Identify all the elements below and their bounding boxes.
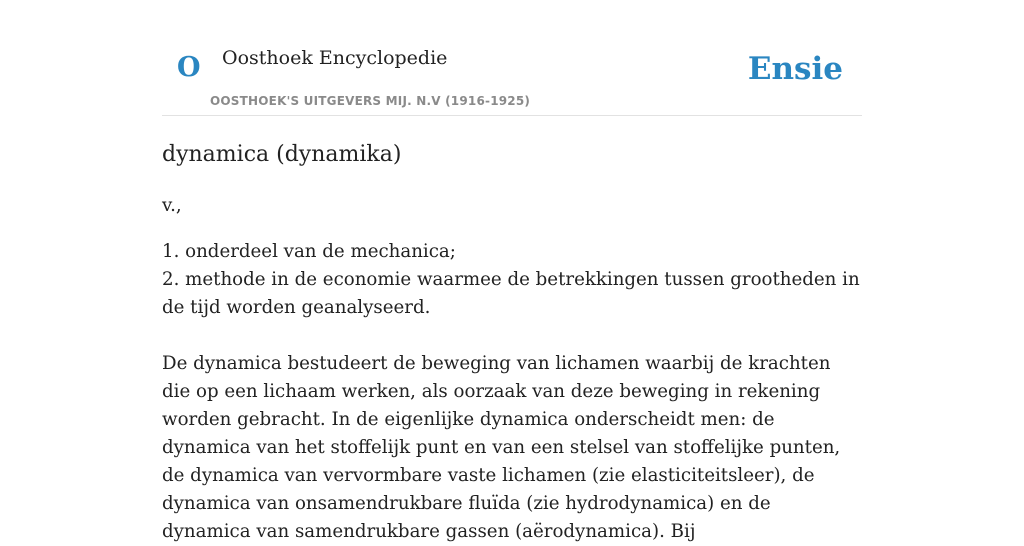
logo-icon[interactable]: O: [177, 52, 201, 83]
entry-title: dynamica (dynamika): [162, 142, 402, 167]
definition-list: [162, 238, 862, 322]
publisher-subtitle: OOSTHOEK'S UITGEVERS MIJ. N.V (1916-1925): [210, 94, 531, 108]
definition-item: 2. methode in de economie waarmee de betrekkingen tussen grootheden in de tijd worden geanalyseerd.: [162, 269, 860, 318]
site-header: [162, 0, 862, 116]
brand-logo-link[interactable]: Ensie: [747, 51, 843, 87]
site-title-link[interactable]: Oosthoek Encyclopedie: [222, 47, 448, 69]
definition-item: 1. onderdeel van de mechanica;: [162, 241, 456, 262]
body-paragraph: De dynamica bestudeert de beweging van lichamen waarbij de krachten die op een lichaam werken, als oorzaak van deze beweging in rekening worden gebracht. In de eigenlijke dynamica onderscheidt men: de dynamica van het stoffelijk punt en van een stelsel van stoffelijke punten, de dynamica van vervormbare vaste lichamen (zie elasticiteitsleer), de dynamica van onsamendrukbare fluïda (zie hydrodynamica) en de dynamica van samendrukbare gassen (aërodynamica). Bij: [162, 353, 841, 542]
grammar-label: v.,: [162, 195, 182, 216]
page: [162, 0, 862, 542]
entry-content: [162, 192, 862, 546]
